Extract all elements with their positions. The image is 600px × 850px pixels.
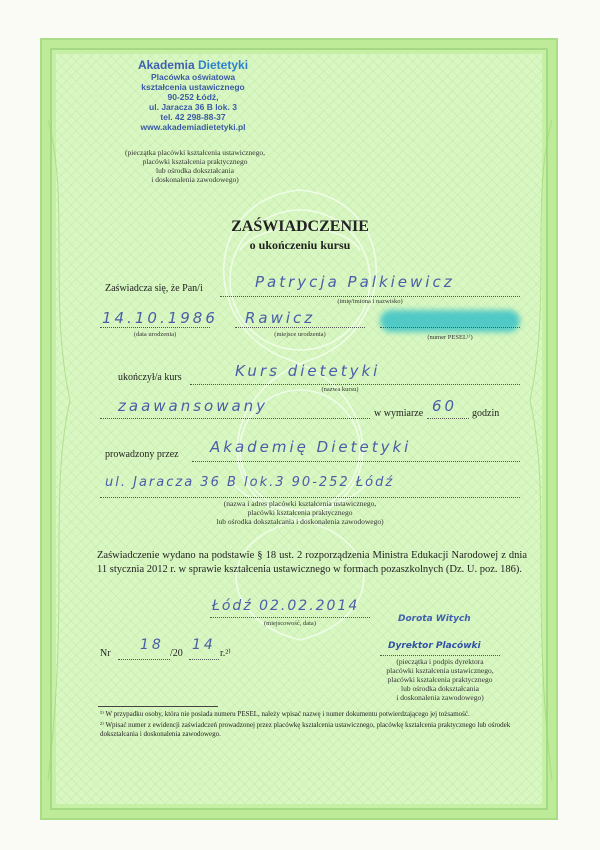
place-date-line xyxy=(210,617,370,618)
document-title: ZAŚWIADCZENIE xyxy=(231,218,369,235)
certifies-label: Zaświadcza się, że Pan/i xyxy=(105,283,203,294)
birthplace-line xyxy=(235,327,365,328)
dob-value: 14.10.1986 xyxy=(102,309,218,327)
stamp-caption: (pieczątka placówki kształcenia ustawicznego, placówki kształcenia praktycznego lub ośrodka dokształcania i doskonalenia zawodowego) xyxy=(125,148,265,184)
name-caption: (imię/imiona i nazwisko) xyxy=(337,298,403,305)
pesel-caption: (numer PESEL¹⁾) xyxy=(427,334,473,341)
organizer-value: Akademię Dietetyki xyxy=(210,438,412,456)
birthplace-caption: (miejsce urodzenia) xyxy=(274,331,326,338)
stamp-line: tel. 42 298-88-37 xyxy=(160,112,226,122)
stamp-line: 90-252 Łódź, xyxy=(167,92,219,102)
name-value: Patrycja Palkiewicz xyxy=(255,273,455,291)
conducted-label: prowadzony przez xyxy=(105,449,179,460)
stamp-line: ul. Jaracza 36 B lok. 3 xyxy=(149,102,237,112)
hours-value: 60 xyxy=(432,397,458,415)
footnotes xyxy=(100,710,530,739)
nr-label: Nr xyxy=(100,648,111,659)
document-subtitle: o ukończeniu kursu xyxy=(249,238,351,252)
year-prefix: /20 xyxy=(170,648,183,659)
director-signature: Dorota Witych xyxy=(398,614,471,624)
hours-label: w wymiarze xyxy=(374,408,424,419)
footnote-2: ²⁾ Wpisać numer z ewidencji zaświadczeń prowadzonej przez placówkę kształcenia ustawicznego, placówkę kształcenia praktycznego lub ośrodek dokształcania i doskonalenia zawodowego. xyxy=(100,721,511,738)
pesel-line xyxy=(380,327,520,328)
nr-line xyxy=(118,659,170,660)
footnote-1: ¹⁾ W przypadku osoby, która nie posiada numeru PESEL, należy wpisać nazwę i numer dokumentu potwierdzającego jej tożsamość. xyxy=(100,710,470,718)
legal-basis-paragraph: Zaświadczenie wydano na podstawie § 18 ust. 2 rozporządzenia Ministra Edukacji Narodowej z dnia 11 stycznia 2012 r. w sprawie kształcenia ustawicznego w formach pozaszkolnych (Dz. U. poz. 186). xyxy=(97,550,527,575)
director-caption: (pieczątka i podpis dyrektora placówki kształcenia ustawicznego, placówki kształcenia praktycznego lub ośrodka dokształcania i doskonalenia zawodowego) xyxy=(386,657,494,702)
course-caption: (nazwa kursu) xyxy=(321,386,359,393)
dob-line xyxy=(100,327,210,328)
course-value-2: zaawansowany xyxy=(118,397,269,415)
organizer-caption: (nazwa i adres placówki kształcenia ustawicznego, placówki kształcenia praktycznego lub ośrodka dokształcania i doskonalenia zawodowego) xyxy=(216,499,384,526)
stamp-line: www.akademiadietetyki.pl xyxy=(140,122,246,132)
completed-label: ukończył/a kurs xyxy=(118,372,182,383)
place-date-value: Łódź 02.02.2014 xyxy=(212,598,360,614)
year-line xyxy=(189,659,219,660)
institution-stamp xyxy=(103,58,283,132)
pesel-redaction xyxy=(380,310,520,332)
year-value: 14 xyxy=(192,637,216,653)
director-line xyxy=(380,655,500,656)
place-date-caption: (miejscowość, data) xyxy=(264,620,316,627)
stamp-line: kształcenia ustawicznego xyxy=(141,82,245,92)
birthplace-value: Rawicz xyxy=(245,309,316,327)
stamp-line: Placówka oświatowa xyxy=(150,72,236,82)
dob-caption: (data urodzenia) xyxy=(133,331,177,338)
footnote-divider xyxy=(98,706,218,707)
organizer-line xyxy=(192,461,520,462)
course-line xyxy=(190,384,520,385)
hours-line xyxy=(427,418,469,419)
institution-logo: Akademia Dietetyki xyxy=(137,58,249,72)
name-line xyxy=(220,296,520,297)
address-value: ul. Jaracza 36 B lok.3 90-252 Łódź xyxy=(105,475,395,490)
nr-value: 18 xyxy=(140,637,164,653)
director-stamp: Dyrektor Placówki xyxy=(388,641,481,651)
address-line xyxy=(100,497,520,498)
course-value: Kurs dietetyki xyxy=(235,362,381,380)
year-suffix: r.²⁾ xyxy=(220,648,231,659)
hours-unit: godzin xyxy=(472,408,500,419)
course-line-2 xyxy=(100,418,370,419)
